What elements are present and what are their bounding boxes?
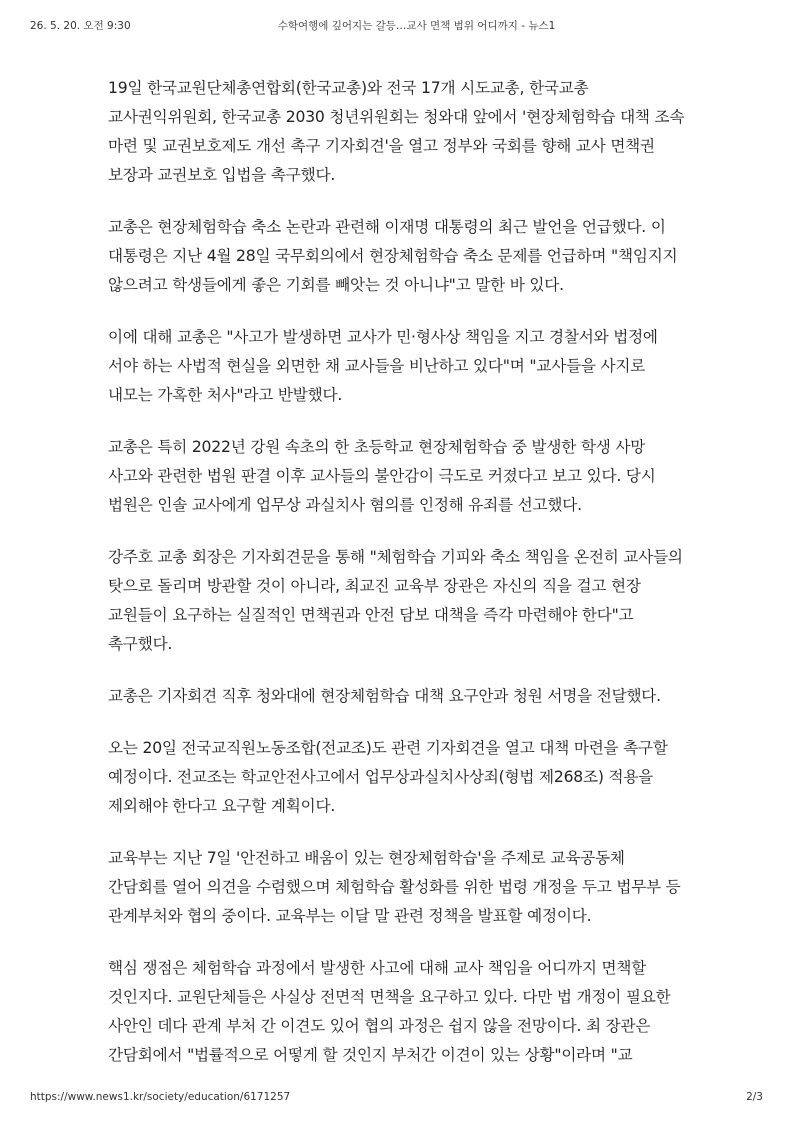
article-paragraph: 교총은 기자회견 직후 청와대에 현장체험학습 대책 요구안과 청원 서명을 전달했다. <box>108 687 661 705</box>
print-header <box>30 18 763 34</box>
article-paragraph: 이에 대해 교총은 "사고가 발생하면 교사가 민·형사상 책임을 지고 경찰서와 법정에 서야 하는 사법적 현실을 외면한 채 교사들을 비난하고 있다"며 "교사들을 사지로 내모는 가혹한 처사"라고 반발했다. <box>108 328 658 404</box>
article-paragraph: 교총은 현장체험학습 축소 논란과 관련해 이재명 대통령의 최근 발언을 언급했다. 이 대통령은 지난 4월 28일 국무회의에서 현장체험학습 축소 문제를 언급하며 "책임지지 않으려고 학생들에게 좋은 기회를 빼앗는 것 아니냐"고 말한 바 있다. <box>108 218 678 294</box>
print-page-title: 수학여행에 깊어지는 갈등…교사 면책 범위 어디까지 - 뉴스1 <box>277 20 556 32</box>
article-paragraph: 오는 20일 전국교직원노동조합(전교조)도 관련 기자회견을 열고 대책 마련을 촉구할 예정이다. 전교조는 학교안전사고에서 업무상과실치사상죄(형법 제268조) 적용을 제외해야 한다고 요구할 계획이다. <box>108 739 668 815</box>
print-page-number: 2/3 <box>746 1091 763 1103</box>
article-body <box>108 74 688 1093</box>
article-paragraph: 강주호 교총 회장은 기자회견문을 통해 "체험학습 기피와 축소 책임을 온전히 교사들의 탓으로 돌리며 방관할 것이 아니라, 최교진 교육부 장관은 자신의 직을 걸고 현장 교원들이 요구하는 실질적인 면책권과 안전 담보 대책을 즉각 마련해야 한다"고 촉구했다. <box>108 548 683 653</box>
article-paragraph: 핵심 쟁점은 체험학습 과정에서 발생한 사고에 대해 교사 책임을 어디까지 면책할 것인지다. 교원단체들은 사실상 전면적 면책을 요구하고 있다. 다만 법 개정이 필요한 사안인 데다 관계 부처 간 이견도 있어 협의 과정은 쉽지 않을 전망이다. 최 장관은 간담회에서 "법률적으로 어떻게 할 것인지 부처간 이견이 있는 상황"이라며 "교 <box>108 959 671 1064</box>
article-paragraph: 19일 한국교원단체총연합회(한국교총)와 전국 17개 시도교총, 한국교총 교사권익위원회, 한국교총 2030 청년위원회는 청와대 앞에서 '현장체험학습 대책 조속 마련 및 교권보호제도 개선 촉구 기자회견'을 열고 정부와 국회를 향해 교사 면책권 보장과 교권보호 입법을 촉구했다. <box>108 79 685 184</box>
article-paragraph: 교육부는 지난 7일 '안전하고 배움이 있는 현장체험학습'을 주제로 교육공동체 간담회를 열어 의견을 수렴했으며 체험학습 활성화를 위한 법령 개정을 두고 법무부 등 관계부처와 협의 중이다. 교육부는 이달 말 관련 정책을 발표할 예정이다. <box>108 849 681 925</box>
print-datetime: 26. 5. 20. 오전 9:30 <box>30 20 131 32</box>
article-paragraph: 교총은 특히 2022년 강원 속초의 한 초등학교 현장체험학습 중 발생한 학생 사망 사고와 관련한 법원 판결 이후 교사들의 불안감이 극도로 커졌다고 보고 있다. 당시 법원은 인솔 교사에게 업무상 과실치사 혐의를 인정해 유죄를 선고했다. <box>108 438 656 514</box>
print-footer <box>30 1091 763 1107</box>
print-url: https://www.news1.kr/society/education/6171257 <box>30 1091 291 1103</box>
